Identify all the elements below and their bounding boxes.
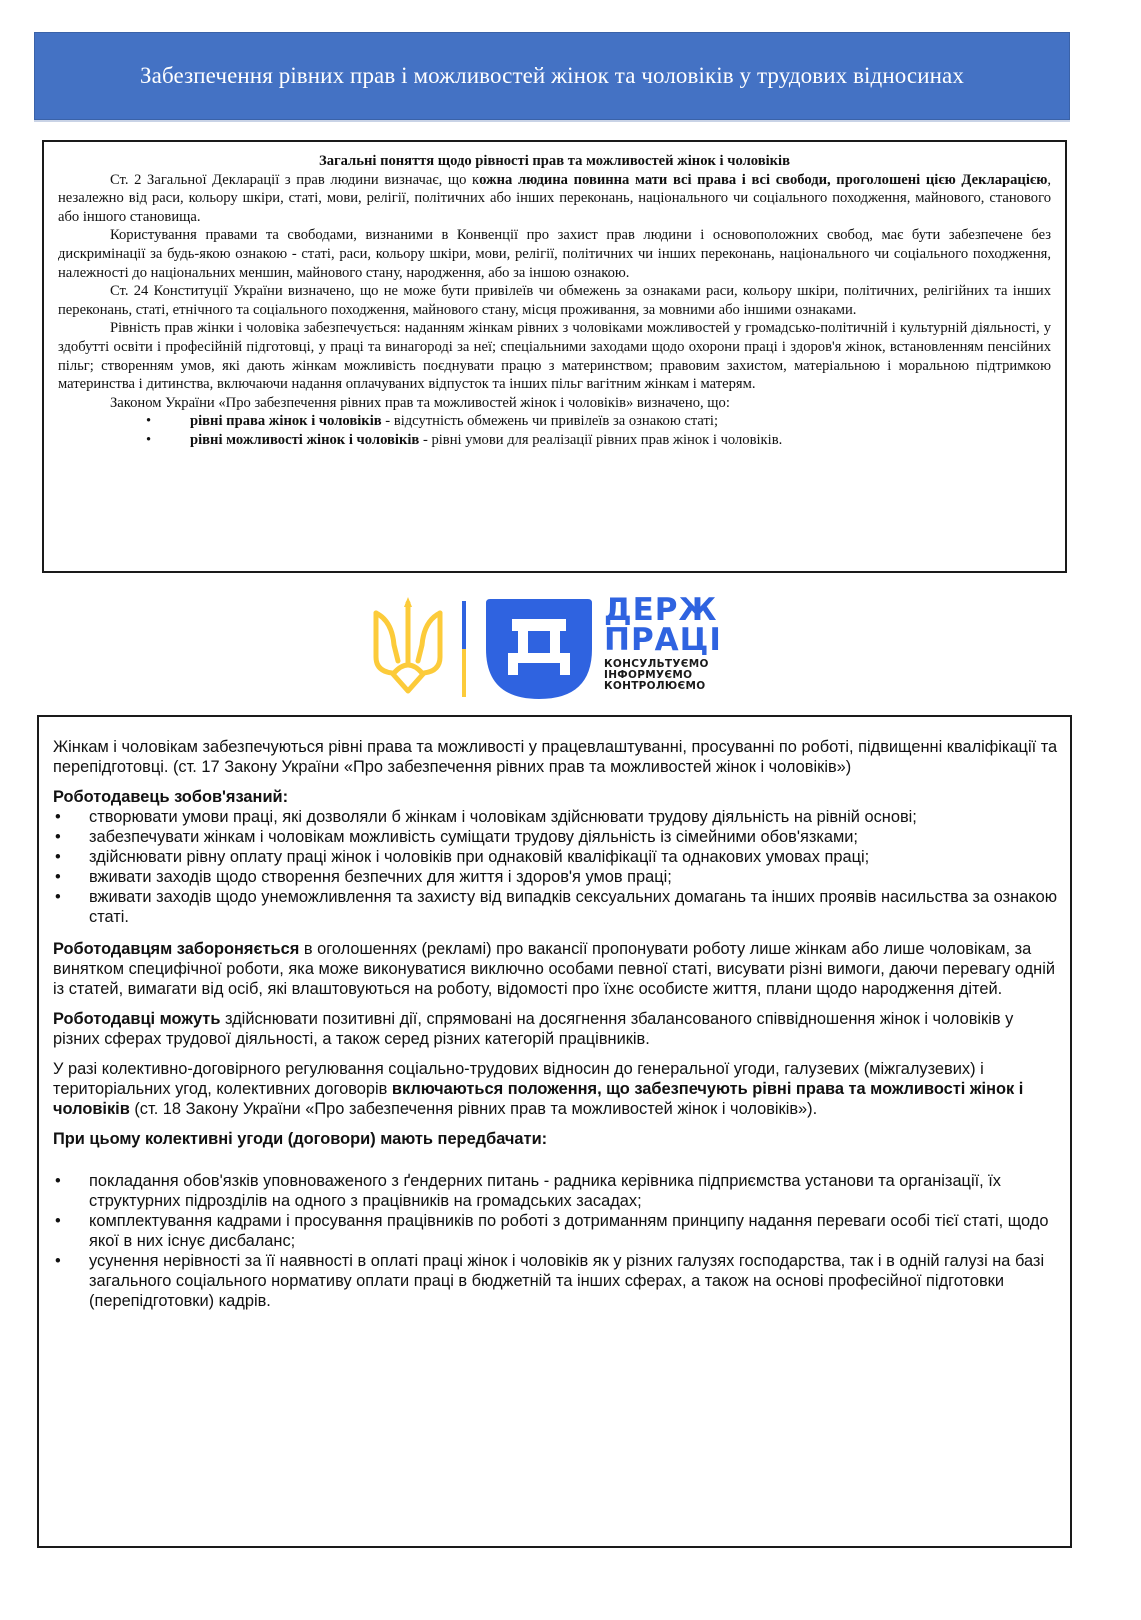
flag-blue-stripe — [462, 601, 466, 649]
list-item — [53, 887, 1058, 927]
list-item-text: комплектування кадрами і просування працівників по роботі з дотриманням принципу надання переваги особі тієї статі, щодо якої в них існує дисбаланс; — [89, 1212, 1049, 1250]
shield-d-icon — [484, 597, 594, 701]
bullet-icon: • — [146, 413, 152, 430]
logo-tagline: КОНТРОЛЮЄМО — [604, 680, 706, 692]
paragraph-bold-text: Роботодавці можуть — [53, 1010, 221, 1028]
definition-term: рівні можливості жінок і чоловіків — [190, 431, 420, 448]
definition-text: - відсутність обмежень чи привілеїв за ознакою статі; — [381, 413, 719, 430]
paragraph-equality: Рівність прав жінки і чоловіка забезпечується: наданням жінкам рівних з чоловіками можливостей у громадсько-політичній і культурній діяльності, у здобутті освіти і професійній підготовці, у праці та винагороді за неї; спеціальними заходами щодо охорони праці і здоров'я жінок, встановленням пенсійних пільг; створенням умов, які дають жінкам можливість поєднувати працю з материнством; правовим захистом, матеріальною і моральною підтримкою материнства і дитинства, включаючи надання оплачуваних відпусток та інших пільг вагітним жінкам і матерям. — [58, 320, 1051, 393]
paragraph-text: здійснювати позитивні дії, спрямовані на досягнення збалансованого співвідношення жінок і чоловіків у різних сферах трудової діяльності, а також серед різних категорій працівників. — [53, 1010, 1014, 1048]
definition-term: рівні права жінок і чоловіків — [190, 413, 382, 430]
employment-rights-box — [37, 715, 1072, 1548]
bullet-icon: • — [55, 1212, 61, 1230]
paragraph-bold-text: включаються положення, що забезпечують рівні права та можливості жінок і чоловіків — [53, 1080, 1024, 1118]
paragraph-convention: Користування правами та свободами, визнаними в Конвенції про захист прав людини і основоположних свобод, має бути забезпечене без дискримінації за будь-якою ознакою - статі, раси, кольору шкіри, мови, релігії, політичних чи інших переконань, національного чи соціального походження, належності до національних меншин, майнового стану, народження, або за іншою ознакою. — [58, 227, 1051, 281]
list-item-text: створювати умови праці, які дозволяли б жінкам і чоловікам здійснювати трудову діяльність на рівній основі; — [89, 808, 917, 826]
definitions-list — [58, 412, 1051, 449]
agreements-list — [53, 1171, 1058, 1311]
page-title: Забезпечення рівних прав і можливостей жінок та чоловіків у трудових відносинах — [140, 63, 964, 88]
trident-emblem-icon — [368, 595, 448, 705]
paragraph-text: (ст. 18 Закону України «Про забезпечення рівних прав та можливостей жінок і чоловіків»). — [129, 1100, 818, 1118]
spacer — [53, 1149, 1058, 1171]
bullet-icon: • — [55, 888, 61, 906]
list-item-text: здійснювати рівну оплату праці жінок і чоловіків при однаковій кваліфікації та однакових умовах праці; — [89, 848, 870, 866]
collective-agreements-paragraph — [53, 1059, 1058, 1119]
paragraph-text: Ст. 2 Загальної Декларації з прав людини визначає, що к — [110, 171, 480, 188]
definition-text: - рівні умови для реалізації рівних прав жінок і чоловіків. — [419, 431, 783, 448]
title-banner — [34, 32, 1070, 120]
flag-yellow-stripe — [462, 649, 466, 697]
logo-tagline: КОНСУЛЬТУЄМО — [604, 658, 709, 670]
employer-may-paragraph — [53, 1009, 1058, 1049]
list-item — [53, 847, 1058, 867]
paragraph-text: У разі колективно-договірного регулювання соціально-трудових відносин до генеральної угоди, галузевих (міжгалузевих) і територіальних угод, колективних договорів — [53, 1060, 984, 1098]
list-item-text: покладання обов'язків уповноваженого з ґендерних питань - радника керівника підприємства установи та організації, їх структурних підрозділів на одного з працівників на громадських засадах; — [89, 1172, 1002, 1210]
list-item-text: забезпечувати жінкам і чоловікам можливість суміщати трудову діяльність із сімейними обов'язками; — [89, 828, 858, 846]
list-item — [146, 431, 1051, 450]
logo-wordmark — [604, 592, 722, 692]
list-item — [53, 867, 1058, 887]
list-item — [53, 1251, 1058, 1311]
bullet-icon: • — [55, 828, 61, 846]
derzhpratsi-logo — [368, 592, 728, 705]
list-item-text: вживати заходів щодо створення безпечних для життя і здоров'я умов праці; — [89, 868, 672, 886]
logo-word-pratsi: ПРАЦІ — [604, 622, 722, 658]
agreements-heading: При цьому колективні угоди (договори) мають передбачати: — [53, 1130, 548, 1148]
bullet-icon: • — [55, 868, 61, 886]
employer-forbidden-paragraph — [53, 939, 1058, 999]
bullet-icon: • — [146, 431, 152, 448]
employer-obliged-heading: Роботодавець зобов'язаний: — [53, 788, 289, 806]
list-item — [53, 1211, 1058, 1251]
logo-tagline: ІНФОРМУЄМО — [604, 669, 693, 681]
general-concepts-box — [42, 140, 1067, 573]
employer-obligations-list — [53, 807, 1058, 927]
bullet-icon: • — [55, 1252, 61, 1270]
bullet-icon: • — [55, 1172, 61, 1190]
paragraph-text: в оголошеннях (рекламі) про вакансії пропонувати роботу лише жінкам або лише чоловікам, за винятком специфічної роботи, яка може виконуватися виключно особами певної статі, висувати різні вимоги, даючи перевагу одній із статей, вимагати від осіб, які влаштовуються на роботу, відомості про їхнє особисте життя, плани щодо народження дітей. — [53, 940, 1056, 998]
general-concepts-heading: Загальні поняття щодо рівності прав та можливостей жінок і чоловіків — [319, 153, 790, 169]
list-item — [146, 412, 1051, 431]
bullet-icon: • — [55, 808, 61, 826]
paragraph-bold-text: ожна людина повинна мати всі права і всі свободи, проголошені цією Декларацією — [479, 171, 1048, 188]
logo-word-derzh: ДЕРЖ — [604, 592, 718, 628]
paragraph-bold-text: Роботодавцям забороняється — [53, 940, 300, 958]
list-item-text: усунення нерівності за її наявності в оплаті праці жінок і чоловіків як у різних галузях господарства, так і в одній галузі на базі загального соціального нормативу оплати праці в бюджетній та інших сферах, а також на основі професійної підготовки (перепідготовки) кадрів. — [89, 1252, 1045, 1310]
paragraph-declaration — [58, 171, 1051, 227]
employment-intro: Жінкам і чоловікам забезпечуються рівні права та можливості у працевлаштуванні, просуванні по роботі, підвищенні кваліфікації та перепідготовці. (ст. 17 Закону України «Про забезпечення рівних прав та можливостей жінок і чоловіків») — [53, 738, 1058, 776]
list-item-text: вживати заходів щодо унеможливлення та захисту від випадків сексуальних домагань та інших проявів насильства за ознакою статі. — [89, 888, 1058, 926]
list-item — [53, 1171, 1058, 1211]
list-item — [53, 807, 1058, 827]
paragraph-law: Законом України «Про забезпечення рівних прав та можливостей жінок і чоловіків» визначено, що: — [110, 394, 730, 411]
bullet-icon: • — [55, 848, 61, 866]
paragraph-text: , незалежно від раси, кольору шкіри, статі, мови, релігії, політичних або інших переконань, національного чи соціального походження, майнового, станового або іншого становища. — [58, 171, 1051, 225]
paragraph-constitution: Ст. 24 Конституції України визначено, що не може бути привілеїв чи обмежень за ознаками раси, кольору шкіри, політичних, релігійних та інших переконань, статі, етнічного та соціального походження, майнового стану, місця проживання, за мовними або іншими ознаками. — [58, 283, 1051, 318]
list-item — [53, 827, 1058, 847]
